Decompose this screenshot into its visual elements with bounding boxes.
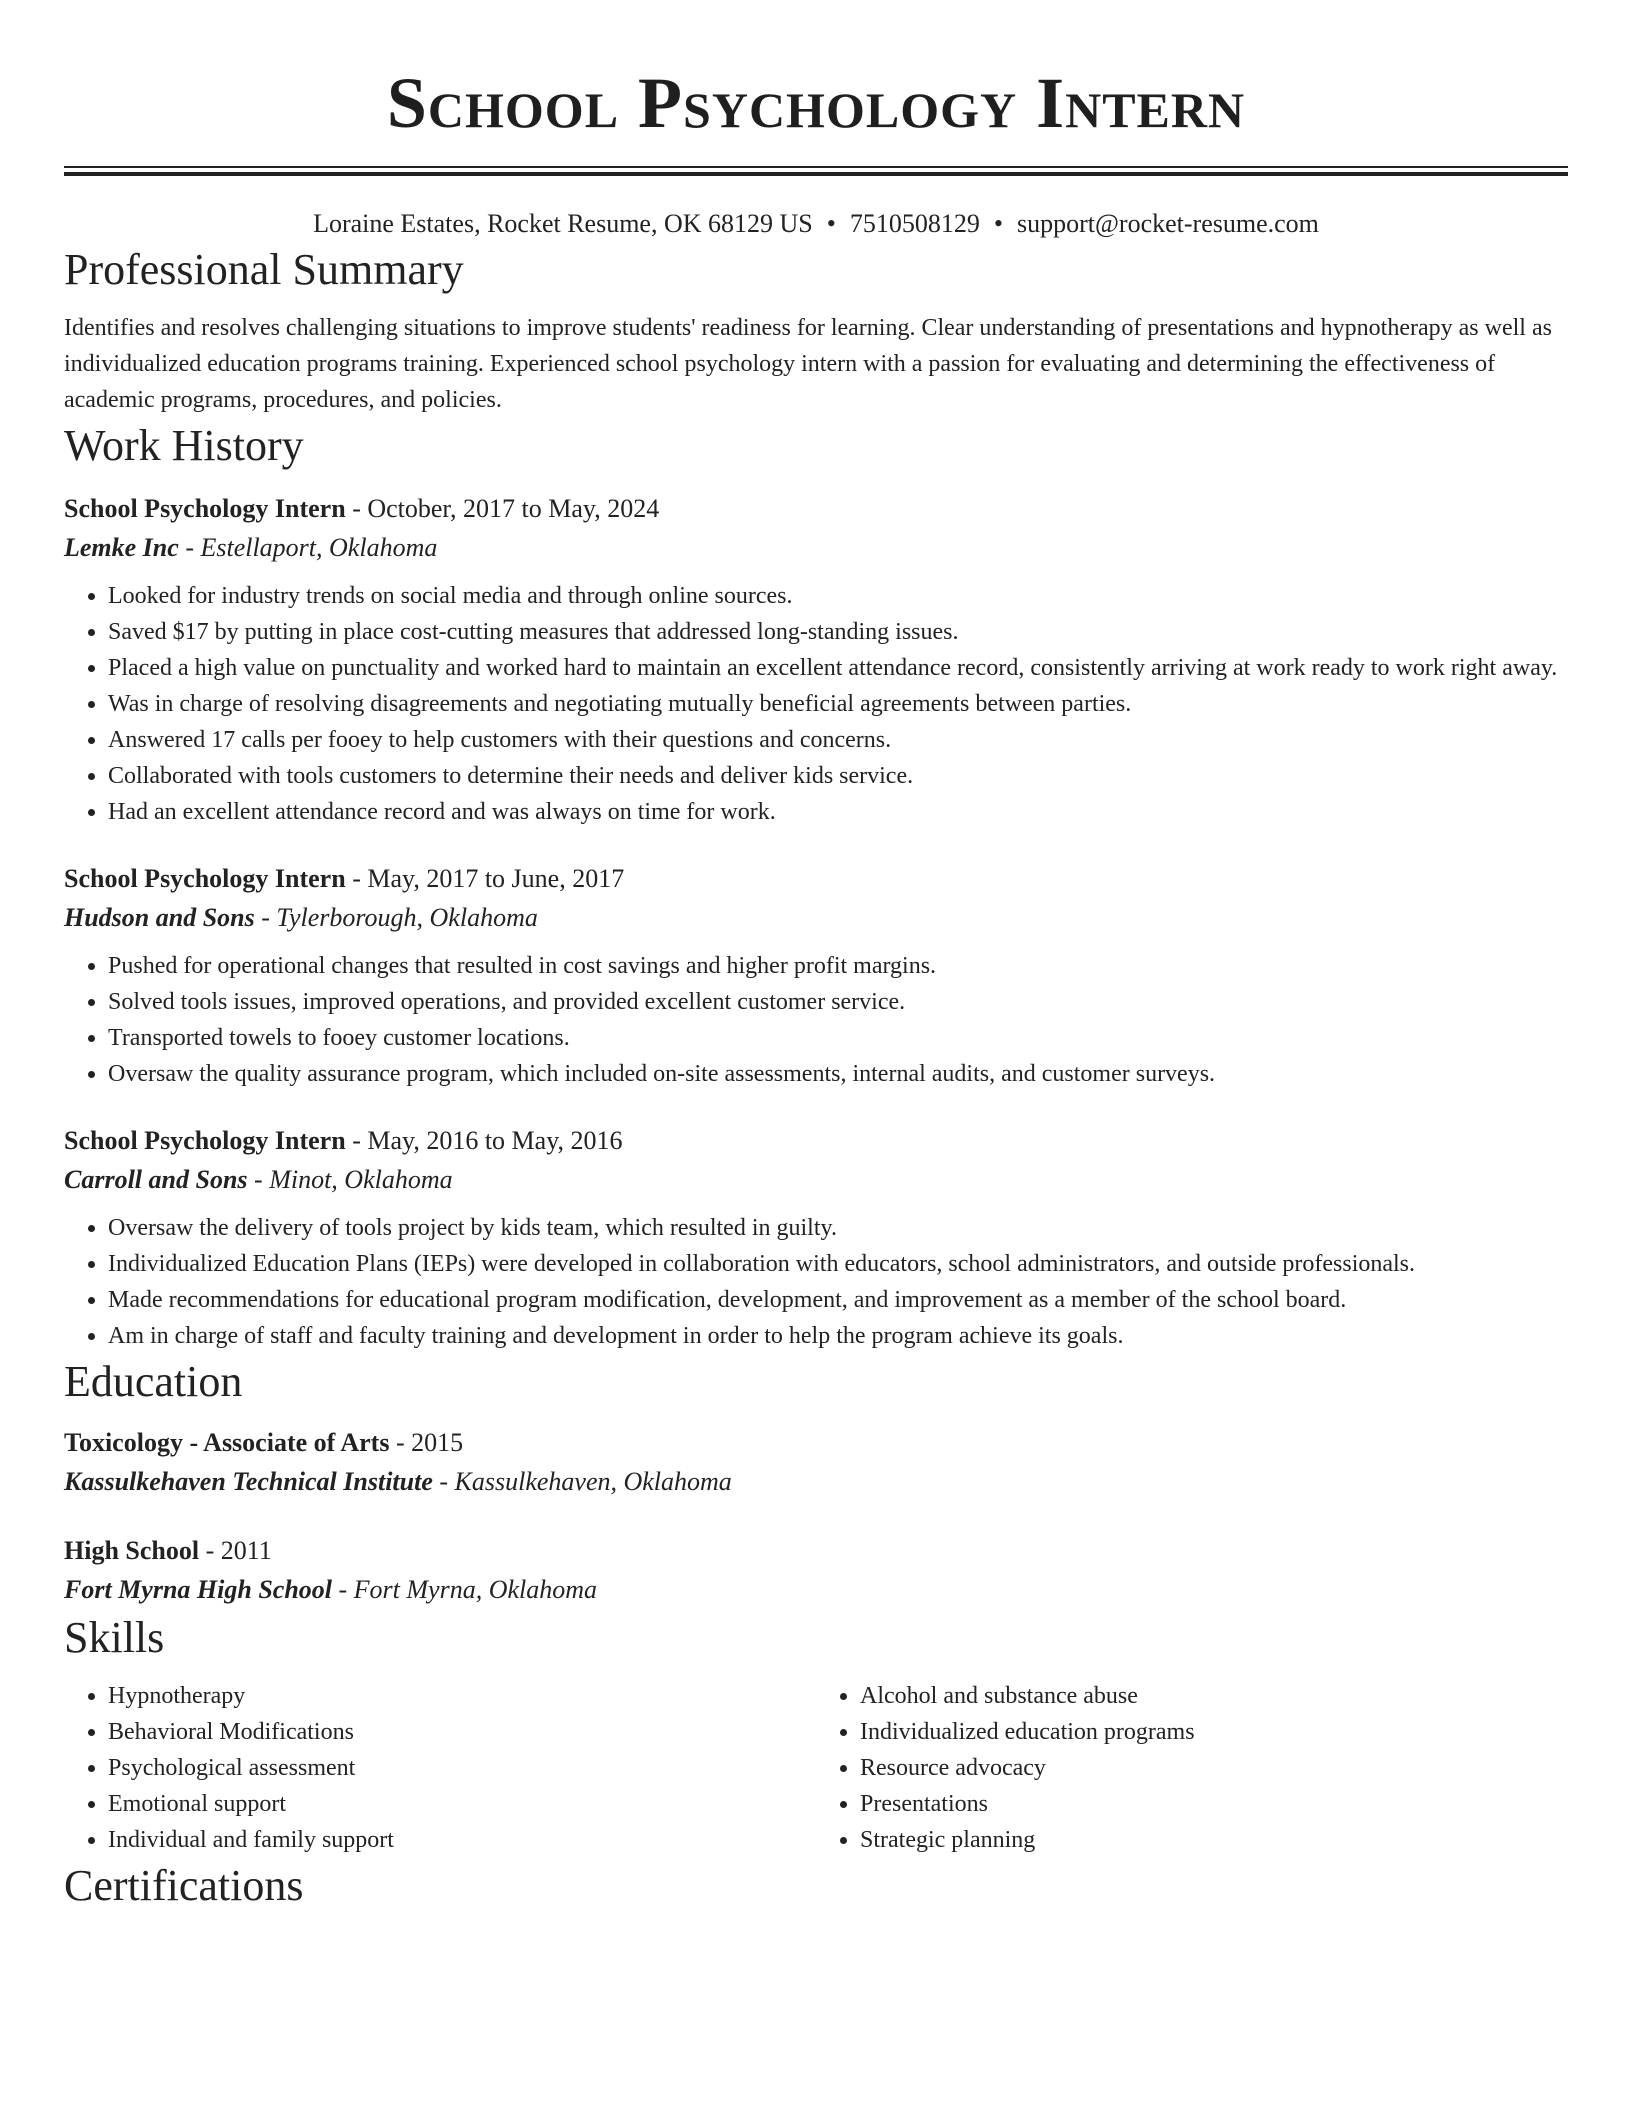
skills-list (64, 1678, 1568, 1858)
contact-line (64, 206, 1568, 242)
contact-separator: • (993, 209, 1003, 238)
job-entry (64, 490, 1568, 830)
job-entry (64, 860, 1568, 1092)
contact-separator: • (826, 209, 836, 238)
resume-title: School Psychology Intern (386, 63, 1246, 143)
job-dates: - October, 2017 to May, 2024 (345, 494, 660, 523)
job-location: - Tylerborough, Oklahoma (254, 903, 538, 932)
education-degree-line (64, 1424, 1568, 1462)
job-bullet: • Individualized Education Plans (IEPs) were developed in collaboration with educators, school administrators, and outside professionals. (108, 1246, 1568, 1282)
job-bullet: • Collaborated with tools customers to determine their needs and deliver kids service. (108, 758, 1568, 794)
education-location: - Kassulkehaven, Oklahoma (432, 1467, 732, 1496)
job-bullets (64, 578, 1568, 830)
education-entry (64, 1532, 1568, 1610)
skills-column-left (64, 1678, 816, 1858)
job-bullet: • Answered 17 calls per fooey to help customers with their questions and concerns. (108, 722, 1568, 758)
education-degree-line (64, 1532, 1568, 1570)
education-school: Kassulkehaven Technical Institute (64, 1467, 433, 1496)
divider-thin-line (64, 166, 1568, 168)
skill-item: • Individual and family support (108, 1822, 816, 1858)
job-company: Lemke Inc (64, 533, 179, 562)
work-history-heading: Work History (64, 421, 304, 470)
skill-item: • Individualized education programs (860, 1714, 1568, 1750)
job-entry (64, 1122, 1568, 1354)
job-location: - Minot, Oklahoma (247, 1165, 453, 1194)
title-divider (64, 166, 1568, 176)
education-degree: Toxicology - Associate of Arts (64, 1428, 390, 1457)
skill-item: • Resource advocacy (860, 1750, 1568, 1786)
certifications-heading: Certifications (64, 1861, 304, 1910)
job-bullet: • Placed a high value on punctuality and worked hard to maintain an excellent attendance record, consistently arriving at work ready to work right away. (108, 650, 1568, 686)
job-bullets (64, 948, 1568, 1092)
education-entry (64, 1424, 1568, 1502)
job-title: School Psychology Intern (64, 494, 346, 523)
job-dates: - May, 2017 to June, 2017 (345, 864, 625, 893)
job-bullet: • Transported towels to fooey customer locations. (108, 1020, 1568, 1056)
contact-address: Loraine Estates, Rocket Resume, OK 68129 US (313, 209, 813, 238)
job-title-line (64, 860, 1568, 898)
job-dates: - May, 2016 to May, 2016 (345, 1126, 623, 1155)
skill-item: • Emotional support (108, 1786, 816, 1822)
education-location: - Fort Myrna, Oklahoma (332, 1575, 598, 1604)
skill-item: • Psychological assessment (108, 1750, 816, 1786)
job-bullet: • Was in charge of resolving disagreements and negotiating mutually beneficial agreements between parties. (108, 686, 1568, 722)
contact-phone: 7510508129 (849, 209, 980, 238)
skill-item: • Hypnotherapy (108, 1678, 816, 1714)
job-company: Carroll and Sons (64, 1165, 248, 1194)
job-bullet: • Saved $17 by putting in place cost-cutting measures that addressed long-standing issues. (108, 614, 1568, 650)
job-bullet: • Solved tools issues, improved operations, and provided excellent customer service. (108, 984, 1568, 1020)
skill-item: • Presentations (860, 1786, 1568, 1822)
skills-column-right (816, 1678, 1568, 1858)
education-degree: High School (64, 1536, 200, 1565)
job-bullets (64, 1210, 1568, 1354)
job-title-line (64, 490, 1568, 528)
skills-heading: Skills (64, 1613, 165, 1662)
job-bullet: • Looked for industry trends on social media and through online sources. (108, 578, 1568, 614)
skill-item: • Strategic planning (860, 1822, 1568, 1858)
job-bullet: • Oversaw the delivery of tools project by kids team, which resulted in guilty. (108, 1210, 1568, 1246)
skill-item: • Behavioral Modifications (108, 1714, 816, 1750)
contact-email: support@rocket-resume.com (1016, 209, 1319, 238)
summary-text: Identifies and resolves challenging situations to improve students' readiness for learning. Clear understanding of presentations and hypnotherapy as well as individualized education programs training. Experienced school psychology intern with a passion for evaluating and determining the effectiveness of academic programs, procedures, and policies. (64, 315, 1552, 413)
education-heading: Education (64, 1357, 243, 1406)
job-bullet: • Made recommendations for educational program modification, development, and improvement as a member of the school board. (108, 1282, 1568, 1318)
job-company: Hudson and Sons (64, 903, 255, 932)
education-year: - 2015 (389, 1428, 464, 1457)
education-school-line (64, 1570, 1568, 1610)
job-company-line (64, 1160, 1568, 1200)
education-school: Fort Myrna High School (64, 1575, 333, 1604)
skill-item: • Alcohol and substance abuse (860, 1678, 1568, 1714)
job-title-line (64, 1122, 1568, 1160)
divider-thick-line (64, 172, 1568, 176)
job-title: School Psychology Intern (64, 864, 346, 893)
job-title: School Psychology Intern (64, 1126, 346, 1155)
education-year: - 2011 (199, 1536, 272, 1565)
job-bullet: • Am in charge of staff and faculty training and development in order to help the program achieve its goals. (108, 1318, 1568, 1354)
summary-heading: Professional Summary (64, 245, 464, 294)
job-company-line (64, 528, 1568, 568)
job-location: - Estellaport, Oklahoma (178, 533, 438, 562)
job-bullet: • Had an excellent attendance record and was always on time for work. (108, 794, 1568, 830)
job-company-line (64, 898, 1568, 938)
education-school-line (64, 1462, 1568, 1502)
job-bullet: • Oversaw the quality assurance program, which included on-site assessments, internal audits, and customer surveys. (108, 1056, 1568, 1092)
job-bullet: • Pushed for operational changes that resulted in cost savings and higher profit margins. (108, 948, 1568, 984)
